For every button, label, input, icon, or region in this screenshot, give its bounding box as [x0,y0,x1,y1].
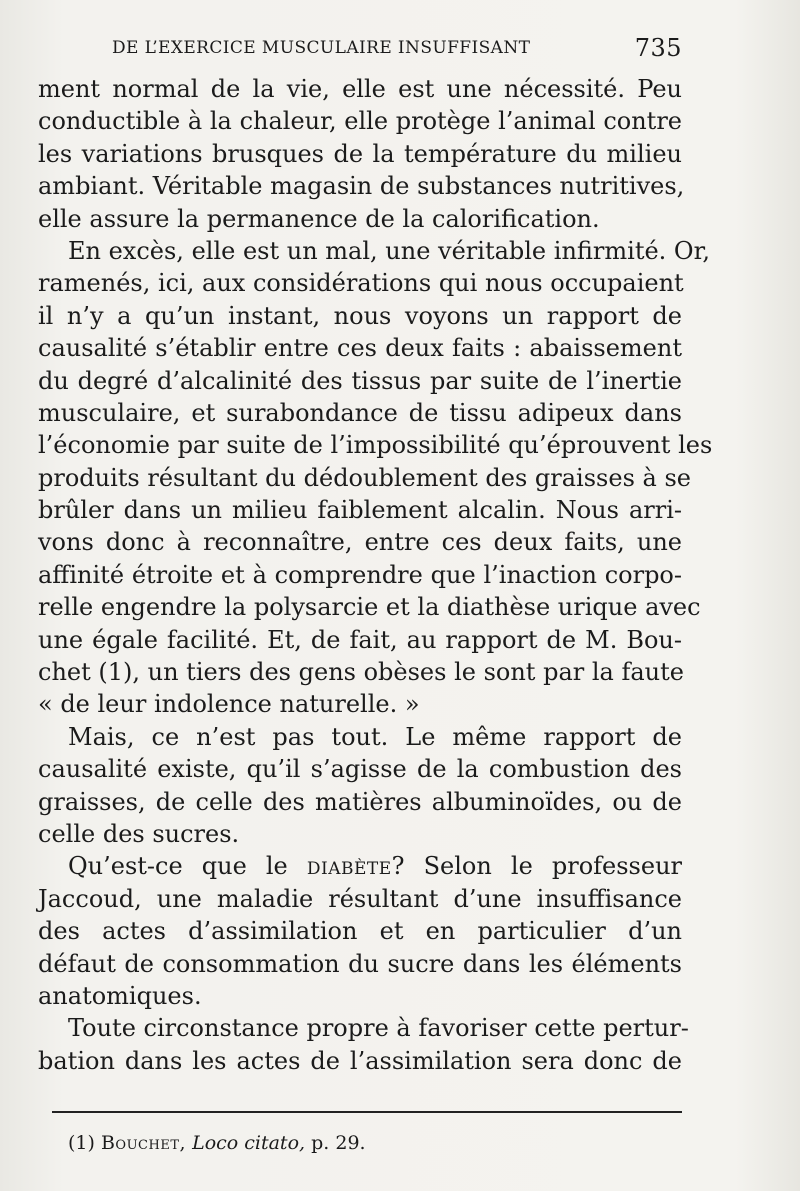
text-line: celle des sucres. [38,819,240,848]
text-line: des actes d’assimilation et en particulier d’un [38,917,682,946]
small-caps-term: diabète [306,852,392,881]
paragraph [38,235,713,721]
text-line: vons donc à reconnaître, entre ces deux faits, une [38,528,682,557]
footnote-author: Bouchet, [100,1132,187,1154]
text-line: ramenés, ici, aux considérations qui nous occupaient [38,269,684,298]
text-line: ment normal de la vie, elle est une nécessité. Peu [38,75,682,103]
text-line: produits résultant du dédoublement des graisses à se [38,463,691,492]
text-line [38,850,682,882]
text-line: relle engendre la polysarcie et la diathèse urique avec [38,593,701,622]
footnote-page: p. 29. [311,1132,366,1154]
footnote-marker: (1) [68,1132,95,1154]
text-line: Jaccoud, une maladie résultant d’une insuffisance [38,884,682,913]
paragraph [38,73,685,235]
paragraph [38,1012,689,1077]
text-line: En excès, elle est un mal, une véritable infirmité. Or, [68,236,711,265]
text-run: ? Selon le professeur [391,852,682,881]
text-line: Toute circonstance propre à favoriser cette pertur- [68,1014,689,1043]
text-line: les variations brusques de la température du milieu [38,139,682,168]
text-line: anatomiques. [38,981,202,1010]
text-line: causalité s’établir entre ces deux faits : abaissement [38,334,682,363]
text-line: il n’y a qu’un instant, nous voyons un rapport de [38,301,682,330]
page-header [112,34,682,64]
text-line: défaut de consommation du sucre dans les éléments [38,949,682,978]
text-line: une égale facilité. Et, de fait, au rapport de M. Bou- [38,625,682,654]
text-line: Mais, ce n’est pas tout. Le même rapport de [68,722,682,751]
footnote [68,1132,366,1154]
paragraph [38,850,682,1012]
body-text [38,73,713,1077]
text-line: affinité étroite et à comprendre que l’inaction corpo- [38,560,682,589]
paragraph [38,721,682,851]
running-title: DE L’EXERCICE MUSCULAIRE INSUFFISANT [112,38,531,58]
footnote-work: Loco citato, [192,1132,306,1154]
text-line: « de leur indolence naturelle. » [38,690,420,719]
text-line: elle assure la permanence de la calorification. [38,204,600,233]
text-line: du degré d’alcalinité des tissus par suite de l’inertie [38,366,682,395]
text-line: conductible à la chaleur, elle protège l’animal contre [38,107,682,136]
text-line: l’économie par suite de l’impossibilité qu’éprouvent les [38,431,713,460]
text-line: musculaire, et surabondance de tissu adipeux dans [38,398,682,427]
text-line: causalité existe, qu’il s’agisse de la combustion des [38,755,682,784]
text-line: ambiant. Véritable magasin de substances nutritives, [38,172,685,201]
text-line: graisses, de celle des matières albuminoïdes, ou de [38,787,682,816]
page-number: 735 [634,34,682,62]
text-line: bation dans les actes de l’assimilation sera donc de [38,1046,682,1075]
text-line: brûler dans un milieu faiblement alcalin. Nous arri- [38,496,682,525]
text-line: chet (1), un tiers des gens obèses le sont par la faute [38,658,684,687]
footnote-rule [52,1111,682,1113]
text-run: Qu’est-ce que le [68,852,307,881]
